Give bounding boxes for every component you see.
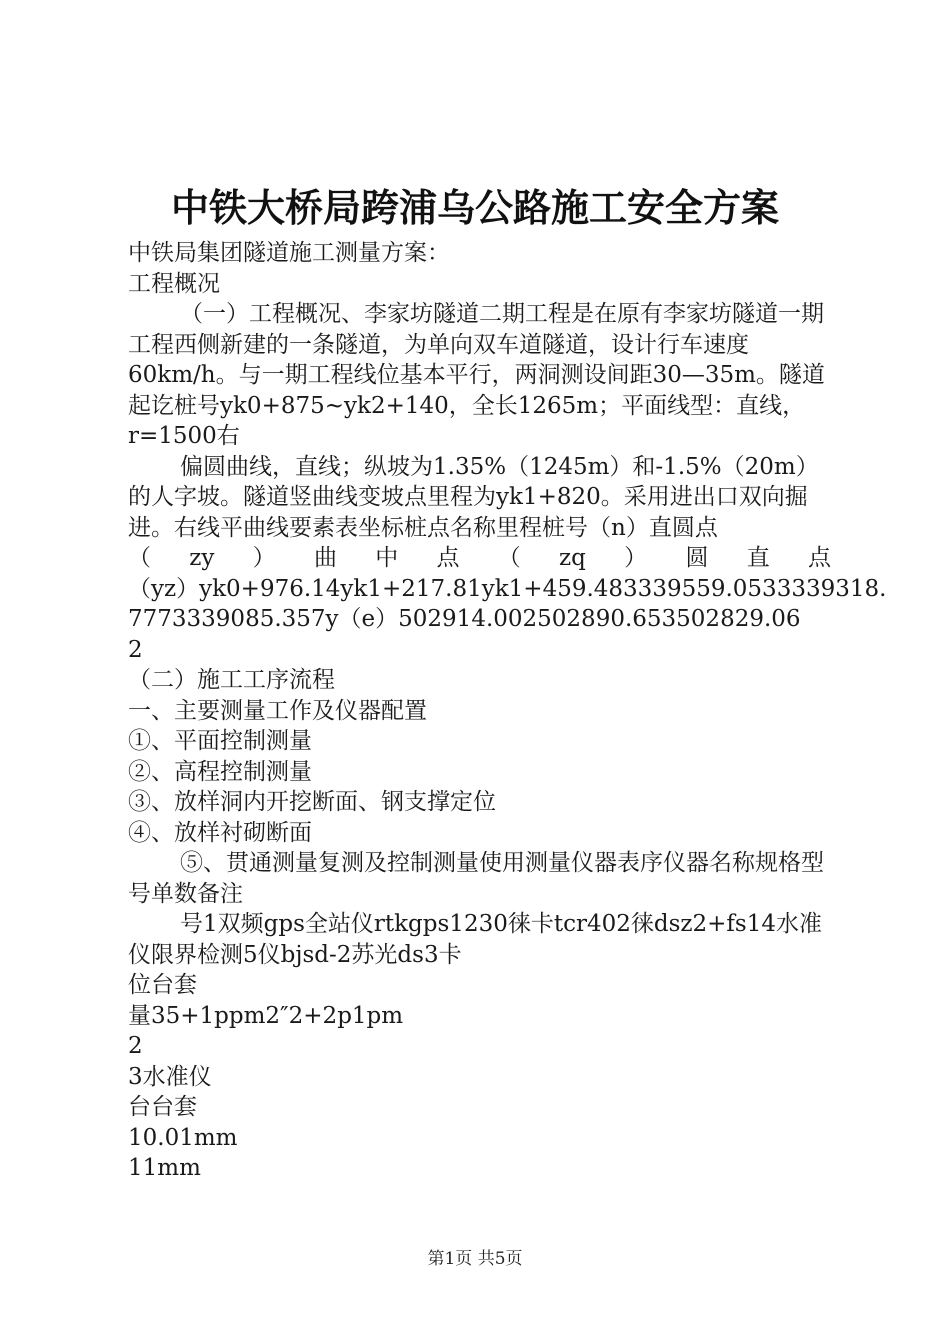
paragraph: 量35+1ppm2″2+2p1pm (128, 1002, 404, 1029)
paragraph: 工程概况 (128, 270, 220, 297)
paragraph: 10.01mm (128, 1124, 238, 1151)
paragraph: （二）施工工序流程 (128, 667, 335, 693)
paragraph: 中铁局集团隧道施工测量方案： (128, 240, 450, 266)
paragraph: ③、放样洞内开挖断面、钢支撑定位 (128, 789, 496, 815)
paragraph: ⑤、贯通测量复测及控制测量使用测量仪器表序仪器名称规格型号单数备注 (128, 850, 824, 907)
paragraph: 偏圆曲线，直线；纵坡为1.35%（1245m）和-1.5%（20m）的人字坡。隧道竖曲线变坡点里程为yk1+820。采用进出口双向掘进。右线平曲线要素表坐标桩点名称里程桩号（n）直圆点 (128, 453, 819, 541)
paragraph: ②、高程控制测量 (128, 758, 312, 785)
paragraph: 3水准仪 (128, 1063, 212, 1090)
paragraph: 台台套 (128, 1094, 197, 1120)
page-number-footer: 第1页 共5页 (427, 1249, 523, 1269)
paragraph: ④、放样衬砌断面 (128, 819, 312, 846)
paragraph: （一）工程概况、李家坊隧道二期工程是在原有李家坊隧道一期工程西侧新建的一条隧道，为单向双车道隧道，设计行车速度60km/h。与一期工程线位基本平行，两洞测设间距30—35m。隧道起讫桩号yk0+875~yk2+140，全长1265m；平面线型：直线，r=1500右 (128, 301, 825, 449)
paragraph: ①、平面控制测量 (128, 728, 312, 754)
paragraph: 2 (128, 1033, 143, 1059)
paragraph: （zy）曲中点（zq）圆直点 (128, 545, 831, 571)
paragraph: 11mm (128, 1155, 201, 1181)
paragraph: 位台套 (128, 972, 197, 998)
paragraph: 一、主要测量工作及仪器配置 (128, 697, 427, 724)
paragraph: （yz）yk0+976.14yk1+217.81yk1+459.483339559.0533339318. (128, 575, 887, 602)
paragraph: 7773339085.357y（e）502914.002502890.653502829.06 (128, 606, 801, 632)
document-body (128, 238, 887, 1184)
paragraph: 号1双频gps全站仪rtkgps1230徕卡tcr402徕dsz2+fs14水准仪限界检测5仪bjsd-2苏光ds3卡 (128, 911, 822, 968)
document-title: 中铁大桥局跨浦乌公路施工安全方案 (170, 185, 779, 230)
paragraph: 2 (128, 636, 143, 663)
